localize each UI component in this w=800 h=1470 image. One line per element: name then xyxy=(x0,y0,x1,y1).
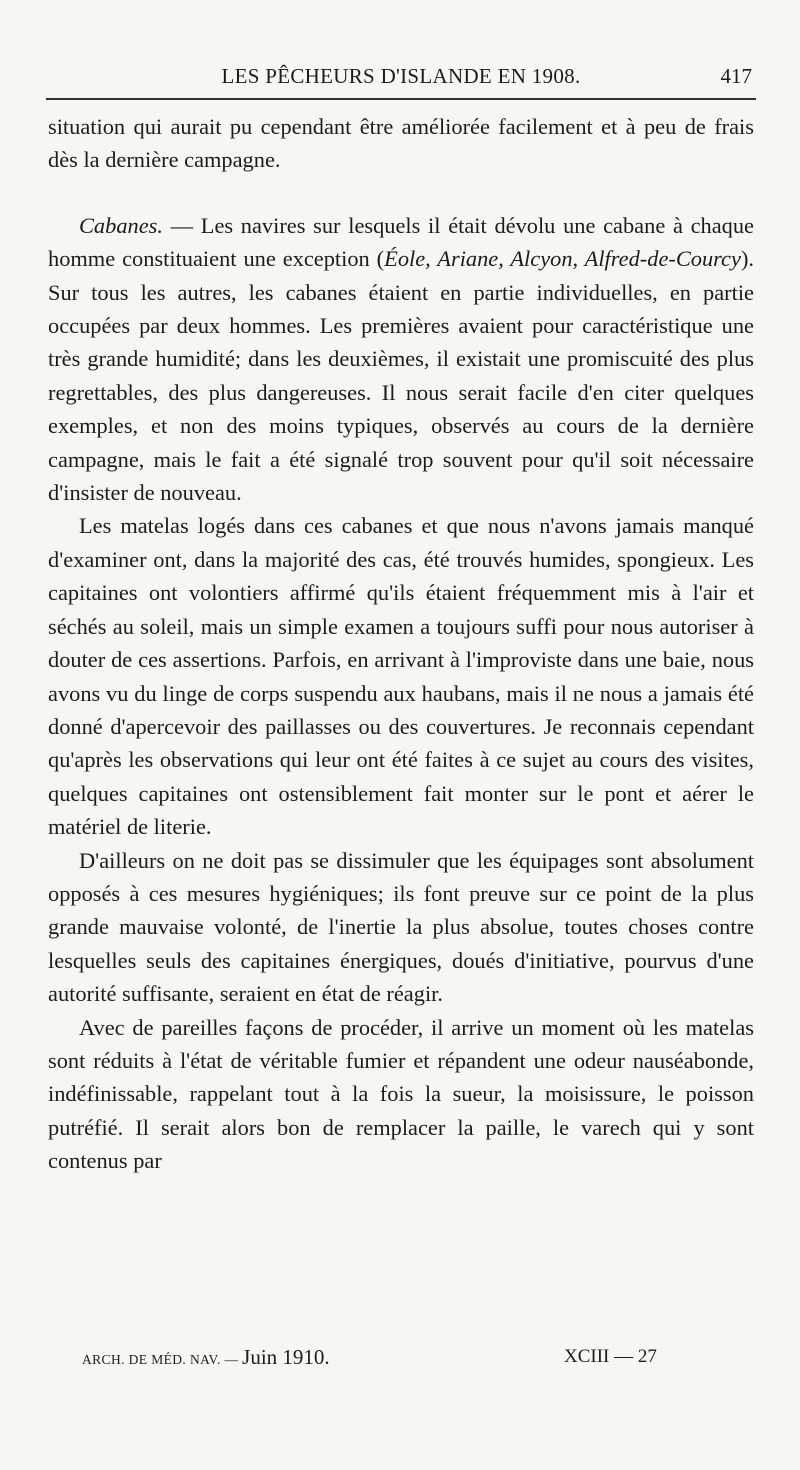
paragraph-2-rest: ). Sur tous les autres, les cabanes étaient en partie individuelles, en partie occupées par deux hommes. Les premières avaient pour caractéristique une très grande humidité; dans les deuxièmes, il existait une promiscuité des plus regrettables, des plus dangereuses. Il nous serait facile d'en citer quelques exemples, et non des moins typiques, observés au cours de la dernière campagne, mais le fait a été signalé trop souvent pour qu'il soit nécessaire d'insister de nouveau. xyxy=(48,246,754,506)
paragraph-2-intro: — Les navires sur lesquels il était dévolu une cabane à chaque homme constituaient une exception ( xyxy=(48,212,754,272)
running-title: LES PÊCHEURS D'ISLANDE EN 1908. xyxy=(221,64,581,88)
paragraph-5-text: Avec de pareilles façons de procéder, il arrive un moment où les matelas sont réduits à l'état de véritable fumier et répandent une odeur nauséabonde, indéfinissable, rappelant tout à la fois la sueur, la moisissure, le poisson putréfié. Il serait alors bon de remplacer la paille, le varech qui y sont contenus par xyxy=(48,1014,754,1174)
page-number: 417 xyxy=(720,64,752,88)
page-header xyxy=(46,58,756,100)
body-text xyxy=(48,110,754,1178)
footer-date: Juin 1910. xyxy=(242,1345,330,1369)
paragraph-3-text: Les matelas logés dans ces cabanes et que nous n'avons jamais manqué d'examiner ont, dans la majorité des cas, été trouvés humides, spongieux. Les capitaines ont volontiers affirmé qu'ils étaient fréquemment mis à l'air et séchés au soleil, mais un simple examen a toujours suffi pour nous autoriser à douter de ces assertions. Parfois, en arrivant à l'improviste dans une baie, nous avons vu du linge de corps suspendu aux haubans, mais il ne nous a jamais été donné d'apercevoir des paillasses ou des couvertures. Je reconnais cependant qu'après les observations qui leur ont été faites à ce sujet au cours des visites, quelques capitaines ont ostensiblement fait monter sur le pont et aérer le matériel de literie. xyxy=(48,513,754,840)
section-lead-cabanes: Cabanes. xyxy=(79,212,163,238)
paragraph-continuation xyxy=(48,110,754,177)
footer-signature: XCIII — 27 xyxy=(564,1346,657,1367)
paragraph-cabanes xyxy=(48,209,754,510)
paragraph-1-text: situation qui aurait pu cependant être améliorée facilement et à peu de frais dès la dernière campagne. xyxy=(48,114,754,173)
ship-names: Éole, Ariane, Alcyon, Alfred-de-Courcy xyxy=(384,246,741,272)
paragraph-procedes xyxy=(48,1011,754,1178)
paragraph-matelas xyxy=(48,509,754,843)
footer-journal xyxy=(82,1342,330,1375)
paragraph-equipages xyxy=(48,844,754,1011)
paragraph-4-text: D'ailleurs on ne doit pas se dissimuler que les équipages sont absolument opposés à ces mesures hygiéniques; ils font preuve sur ce point de la plus grande mauvaise volonté, de l'inertie la plus absolue, toutes choses contre lesquelles seuls des capitaines énergiques, doués d'initiative, pourvus d'une autorité suffisante, seraient en état de réagir. xyxy=(48,847,754,1007)
page-footer xyxy=(62,1342,702,1376)
footer-journal-name: ARCH. DE MÉD. NAV. — xyxy=(82,1352,243,1367)
